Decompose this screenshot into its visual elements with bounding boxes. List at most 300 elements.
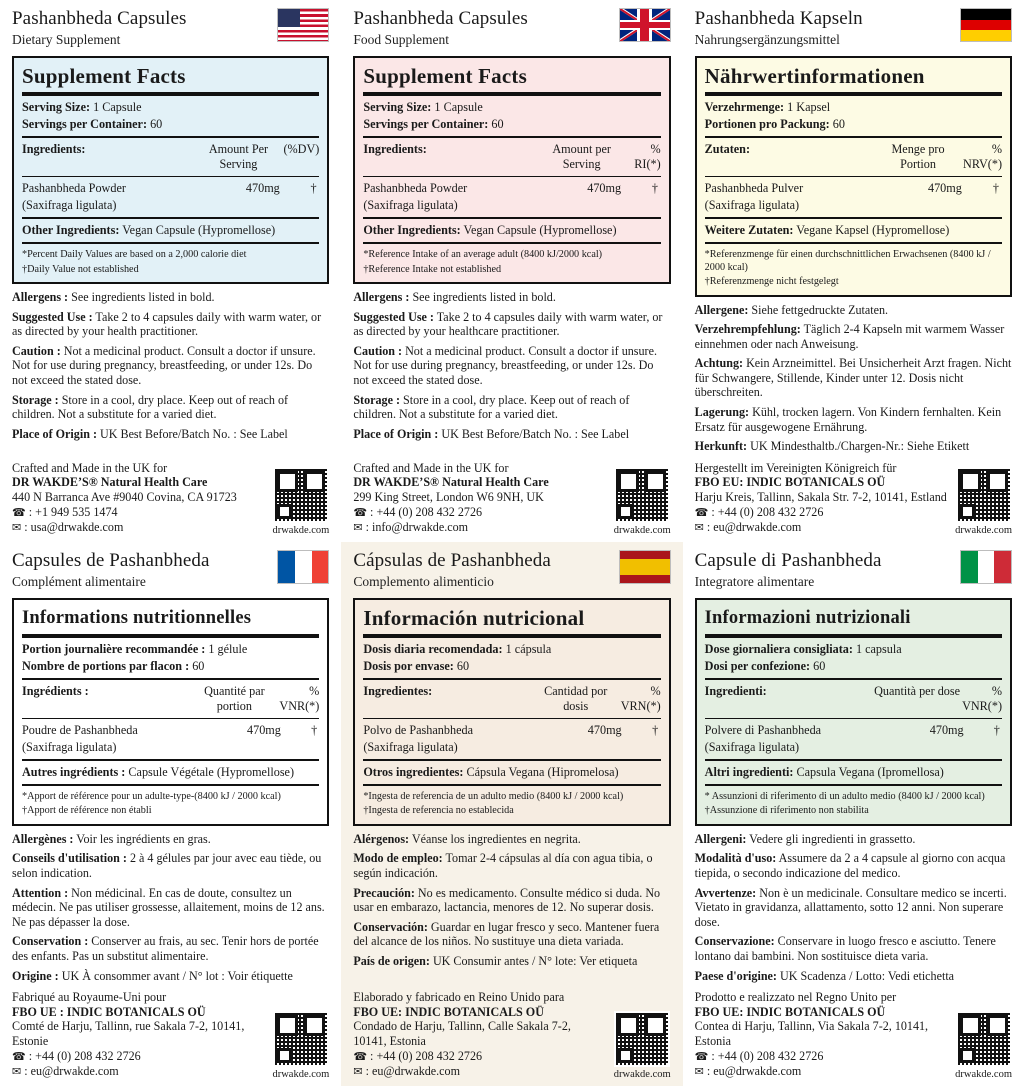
ingredient-table bbox=[705, 722, 1002, 756]
other-ingredients-value: Capsula Vegana (Ipromellosa) bbox=[796, 764, 944, 779]
ingredient-name: Poudre de Pashanbheda bbox=[22, 722, 138, 737]
info-paragraph bbox=[12, 886, 329, 930]
info-text: Not a medicinal product. Consult a doctor if unsure. Not for use during pregnancy, breastfeeding, or under 12s. Do not exceed the stated dose. bbox=[353, 343, 657, 387]
email-address[interactable]: usa@drwakde.com bbox=[30, 520, 124, 535]
info-text: Non médicinal. En cas de doute, consultez un médecin. Ne pas utiliser grossesse, allaitement, moins de 12 ans. Ne pas dépasser la dose. bbox=[12, 885, 325, 929]
footnote-2: †Reference Intake not established bbox=[363, 263, 502, 275]
info-paragraph bbox=[12, 851, 329, 880]
info-label: Storage : bbox=[353, 392, 401, 407]
table-row bbox=[363, 180, 660, 197]
info-label: Caution : bbox=[12, 343, 61, 358]
email-address[interactable]: eu@drwakde.com bbox=[371, 1064, 461, 1079]
usage-info bbox=[695, 303, 1012, 459]
label-panel-es bbox=[341, 542, 682, 1086]
qr-block bbox=[272, 1011, 329, 1080]
website-label[interactable]: drwakde.com bbox=[613, 1068, 671, 1080]
servings-container-row bbox=[363, 116, 660, 133]
label-panel-de bbox=[683, 0, 1024, 542]
info-paragraph bbox=[12, 290, 329, 305]
info-label: Allergene: bbox=[694, 302, 749, 317]
ingredient-amount: 470mg bbox=[927, 181, 962, 195]
email-icon: ✉ bbox=[353, 521, 363, 535]
label-panel-us bbox=[0, 0, 341, 542]
footnote-2: †Ingesta de referencia no establecida bbox=[363, 805, 514, 817]
ingredient-table bbox=[22, 722, 319, 756]
label-panel-uk bbox=[341, 0, 682, 542]
info-text: Assumere da 2 a 4 capsule al giorno con acqua tiepida, o secondo indicazione del medico. bbox=[694, 851, 1006, 880]
col-dv: (%DV) bbox=[283, 142, 320, 156]
phone-row: ☎ : +44 (0) 208 432 2726 bbox=[353, 1048, 483, 1063]
qr-block bbox=[272, 467, 329, 536]
panel-header bbox=[353, 550, 670, 592]
other-ingredients-row bbox=[705, 222, 1002, 239]
qr-code-icon[interactable] bbox=[273, 467, 329, 523]
footnote-1: *Apport de référence pour un adulte-type-(8400 kJ / 2000 kcal) bbox=[22, 790, 281, 802]
product-subtitle: Integratore alimentare bbox=[694, 573, 815, 589]
ingredient-table bbox=[705, 180, 1002, 214]
phone-icon: ☎ bbox=[694, 1049, 709, 1063]
company-block bbox=[695, 459, 1012, 536]
ingredient-dv: † bbox=[310, 181, 317, 195]
supplement-facts-box bbox=[353, 56, 670, 284]
product-subtitle: Complément alimentaire bbox=[12, 573, 146, 589]
info-text: Vedere gli ingredienti in grassetto. bbox=[746, 831, 916, 846]
facts-rule-med-3 bbox=[363, 784, 660, 786]
email-address[interactable]: eu@drwakde.com bbox=[713, 1064, 802, 1079]
serving-size-label: Dose giornaliera consigliata: bbox=[704, 641, 853, 656]
footnote-1: *Referenzmenge für einen durchschnittlichen Erwachsenen (8400 kJ / 2000 kcal) bbox=[704, 249, 991, 273]
servings-container-label: Servings per Container: bbox=[363, 117, 489, 131]
servings-container-row bbox=[705, 116, 1002, 133]
other-ingredients-value: Vegane Kapsel (Hypromellose) bbox=[796, 223, 950, 237]
email-row: ✉ : usa@drwakde.com bbox=[12, 520, 124, 535]
phone-icon: ☎ bbox=[353, 505, 368, 519]
serving-size-label: Dosis diaria recomendada: bbox=[363, 641, 503, 656]
company-address bbox=[695, 461, 947, 536]
other-ingredients-value: Cápsula Vegana (Hipromelosa) bbox=[466, 764, 619, 779]
facts-rule-thick bbox=[705, 92, 1002, 96]
email-icon: ✉ bbox=[12, 521, 22, 535]
col-amount: Amount Per Serving bbox=[208, 142, 269, 171]
panel-header bbox=[12, 8, 329, 50]
ingredient-dv: † bbox=[992, 181, 999, 195]
info-paragraph bbox=[12, 427, 329, 442]
table-header-row bbox=[22, 683, 319, 715]
website-label[interactable]: drwakde.com bbox=[272, 1068, 330, 1080]
email-address[interactable]: info@drwakde.com bbox=[371, 520, 469, 535]
nutrition-table bbox=[705, 141, 1002, 173]
serving-size-value: 1 Kapsel bbox=[787, 100, 831, 114]
flag-uk-icon bbox=[619, 8, 671, 42]
info-paragraph bbox=[695, 832, 1012, 847]
facts-title: Supplement Facts bbox=[363, 64, 527, 88]
company-name: DR WAKDE’S® Natural Health Care bbox=[12, 475, 208, 490]
info-label: Herkunft: bbox=[694, 439, 748, 454]
phone-number[interactable]: +44 (0) 208 432 2726 bbox=[717, 1048, 824, 1063]
info-paragraph bbox=[353, 886, 670, 915]
ingredient-table bbox=[363, 180, 660, 214]
product-subtitle: Dietary Supplement bbox=[12, 32, 121, 47]
table-row bbox=[705, 197, 1002, 214]
nutrition-table bbox=[363, 683, 660, 715]
made-in-line: Crafted and Made in the UK for bbox=[12, 460, 168, 475]
table-header-row bbox=[705, 141, 1002, 173]
company-block bbox=[353, 459, 670, 536]
other-ingredients-value: Capsule Végétale (Hypromellose) bbox=[128, 764, 295, 779]
ingredient-amount: 470mg bbox=[587, 181, 622, 195]
panel-header bbox=[12, 550, 329, 592]
info-label: Attention : bbox=[12, 885, 69, 900]
info-label: Conservación: bbox=[353, 919, 428, 934]
info-paragraph bbox=[353, 393, 670, 422]
serving-size-row bbox=[363, 641, 660, 658]
col-dv: % VRN(*) bbox=[620, 683, 661, 713]
facts-rule-med-3 bbox=[705, 242, 1002, 244]
other-ingredients-label: Weitere Zutaten: bbox=[704, 223, 794, 237]
made-in-line: Hergestellt im Vereinigten Königreich für bbox=[694, 460, 897, 475]
info-text: No es medicamento. Consulte médico si duda. No usar en embarazo, lactancia, menores de 12. No superar dosis. bbox=[353, 885, 661, 915]
address-line: Comté de Harju, Tallinn, rue Sakala 7-2, 10141, Estonie bbox=[12, 1019, 245, 1048]
col-dv: % NRV(*) bbox=[963, 142, 1002, 171]
info-paragraph bbox=[353, 920, 670, 949]
usage-info bbox=[12, 832, 329, 988]
phone-icon: ☎ bbox=[353, 1049, 368, 1063]
info-text: Conserver au frais, au sec. Tenir hors de portée des enfants. Pas un substitut alimentaire. bbox=[12, 934, 319, 963]
email-icon: ✉ bbox=[12, 1065, 22, 1079]
ingredient-name: Polvo de Pashanbheda bbox=[363, 722, 473, 737]
info-paragraph bbox=[695, 969, 1012, 984]
product-subtitle: Complemento alimenticio bbox=[353, 573, 494, 589]
info-label: Verzehrempfehlung: bbox=[694, 322, 801, 337]
info-text: See ingredients listed in bold. bbox=[68, 290, 215, 304]
ingredient-latin: (Saxifraga ligulata) bbox=[22, 198, 117, 212]
facts-rule-med bbox=[705, 678, 1002, 680]
other-ingredients-label: Altri ingredienti: bbox=[704, 764, 794, 779]
servings-container-value: 60 bbox=[456, 658, 470, 673]
other-ingredients-label: Other Ingredients: bbox=[22, 223, 120, 237]
table-row bbox=[22, 197, 319, 214]
info-label: Allergens : bbox=[353, 290, 410, 304]
col-ingredients: Ingredientes: bbox=[363, 683, 433, 698]
ingredient-name: Pashanbheda Powder bbox=[22, 181, 126, 195]
product-title: Capsules de Pashanbheda bbox=[12, 549, 210, 571]
facts-rule-med-2 bbox=[363, 759, 660, 761]
ingredient-dv: † bbox=[652, 722, 659, 737]
info-text: UK Mindesthaltb./Chargen-Nr.: Siehe Etikett bbox=[747, 439, 970, 454]
address-line: Harju Kreis, Tallinn, Sakala Str. 7-2, 10141, Estland bbox=[694, 490, 947, 505]
facts-rule-med-3 bbox=[22, 784, 319, 786]
info-label: Allergeni: bbox=[694, 831, 747, 846]
table-row bbox=[705, 722, 1002, 739]
usage-info bbox=[353, 832, 670, 974]
info-text: 2 à 4 gélules par jour avec eau tiède, ou selon indication. bbox=[12, 851, 322, 880]
qr-block bbox=[614, 1011, 671, 1080]
email-row: ✉ : eu@drwakde.com bbox=[12, 1064, 119, 1079]
info-text: Täglich 2-4 Kapseln mit warmem Wasser einnehmen oder nach Anweisung. bbox=[694, 322, 1005, 351]
info-paragraph bbox=[695, 405, 1012, 434]
facts-rule-thin-1 bbox=[22, 176, 319, 177]
company-name: FBO UE: INDIC BOTANICALS OÜ bbox=[694, 1004, 886, 1019]
info-text: Guardar en lugar fresco y seco. Mantener fuera del alcance de los niños. No sustituye una dieta variada. bbox=[353, 919, 660, 949]
info-label: Place of Origin : bbox=[12, 426, 97, 441]
info-label: Storage : bbox=[12, 392, 59, 407]
info-text: Take 2 to 4 capsules daily with warm water, or as directed by your health practitioner. bbox=[12, 309, 322, 339]
info-label: Paese d'origine: bbox=[694, 968, 777, 983]
facts-title: Supplement Facts bbox=[22, 64, 186, 88]
servings-container-label: Nombre de portions par flacon : bbox=[22, 658, 190, 673]
facts-rule-thin-1 bbox=[363, 718, 660, 719]
company-name: FBO UE : INDIC BOTANICALS OÜ bbox=[12, 1004, 206, 1019]
qr-code-icon[interactable] bbox=[273, 1011, 329, 1067]
info-text: Kühl, trocken lagern. Von Kindern fernhalten. Kein Ersatz für ausgewogene Ernährung. bbox=[694, 405, 1002, 434]
other-ingredients-value: Vegan Capsule (Hypromellose) bbox=[122, 223, 276, 237]
phone-number[interactable]: +44 (0) 208 432 2726 bbox=[717, 504, 824, 519]
col-amount: Quantità per dose bbox=[874, 683, 961, 698]
flag-es-icon bbox=[619, 550, 671, 584]
ingredient-amount: 470mg bbox=[929, 722, 964, 737]
serving-size-label: Serving Size: bbox=[22, 100, 91, 114]
ingredient-latin: (Saxifraga ligulata) bbox=[704, 198, 800, 212]
table-row bbox=[705, 180, 1002, 197]
facts-rule-med-2 bbox=[363, 217, 660, 219]
facts-rule-thick bbox=[363, 92, 660, 96]
table-header-row bbox=[363, 683, 660, 715]
col-ingredients: Ingredienti: bbox=[704, 683, 767, 698]
col-dv: % VNR(*) bbox=[279, 683, 320, 713]
info-text: Store in a cool, dry place. Keep out of reach of children. Not a substitute for a varied diet. bbox=[353, 392, 630, 422]
serving-size-value: 1 cápsula bbox=[505, 641, 552, 656]
servings-container-row bbox=[363, 658, 660, 675]
flag-de-icon bbox=[960, 8, 1012, 42]
other-ingredients-row bbox=[22, 764, 319, 781]
nutrition-table bbox=[22, 141, 319, 173]
ingredient-amount: 470mg bbox=[245, 181, 280, 195]
email-row: ✉ : eu@drwakde.com bbox=[694, 1064, 802, 1079]
panel-titles bbox=[695, 8, 863, 48]
address-line: 299 King Street, London W6 9NH, UK bbox=[353, 490, 544, 505]
other-ingredients-row bbox=[363, 222, 660, 239]
info-label: Alérgenos: bbox=[353, 831, 410, 846]
email-address[interactable]: eu@drwakde.com bbox=[713, 520, 802, 535]
other-ingredients-row bbox=[705, 764, 1002, 781]
qr-code-icon[interactable] bbox=[614, 1011, 670, 1067]
address-line: 440 N Barranca Ave #9040 Covina, CA 91723 bbox=[12, 490, 237, 505]
footnote-1: * Assunzioni di riferimento di un adulto medio (8400 kJ / 2000 kcal) bbox=[704, 790, 985, 802]
servings-container-row bbox=[22, 658, 319, 675]
table-row bbox=[363, 739, 660, 756]
table-row bbox=[22, 722, 319, 739]
supplement-facts-box bbox=[695, 56, 1012, 297]
info-paragraph bbox=[695, 439, 1012, 454]
panel-titles bbox=[353, 550, 551, 590]
website-label[interactable]: drwakde.com bbox=[272, 524, 330, 536]
website-label[interactable]: drwakde.com bbox=[955, 524, 1012, 536]
info-paragraph bbox=[353, 290, 670, 305]
info-label: Modo de empleo: bbox=[353, 851, 443, 866]
ingredient-name: Pashanbheda Powder bbox=[363, 181, 468, 195]
facts-rule-med-2 bbox=[705, 759, 1002, 761]
facts-rule-med bbox=[705, 136, 1002, 138]
made-in-line: Fabriqué au Royaume-Uni pour bbox=[12, 990, 167, 1005]
footnote-1: *Ingesta de referencia de un adulto medio (8400 kJ / 2000 kcal) bbox=[363, 790, 624, 802]
email-address[interactable]: eu@drwakde.com bbox=[30, 1064, 119, 1079]
info-text: Take 2 to 4 capsules daily with warm water, or as directed by your healthcare practitioner. bbox=[353, 309, 663, 339]
qr-code-icon[interactable] bbox=[614, 467, 670, 523]
panel-titles bbox=[12, 8, 187, 48]
qr-code-icon[interactable] bbox=[956, 467, 1012, 523]
phone-number[interactable]: +44 (0) 208 432 2726 bbox=[35, 1048, 141, 1063]
company-address bbox=[12, 990, 264, 1080]
info-paragraph bbox=[695, 356, 1012, 400]
info-text: Siehe fettgedruckte Zutaten. bbox=[748, 302, 889, 317]
info-label: Conservazione: bbox=[694, 934, 775, 949]
ingredient-latin: (Saxifraga ligulata) bbox=[704, 739, 800, 754]
nutrition-table bbox=[705, 683, 1002, 715]
facts-rule-med bbox=[22, 678, 319, 680]
info-paragraph bbox=[695, 934, 1012, 963]
facts-rule-med-3 bbox=[705, 784, 1002, 786]
supplement-facts-box bbox=[12, 598, 329, 826]
website-label[interactable]: drwakde.com bbox=[955, 1068, 1012, 1080]
panel-header bbox=[695, 550, 1012, 592]
product-subtitle: Food Supplement bbox=[353, 32, 449, 47]
product-title: Cápsulas de Pashanbheda bbox=[353, 549, 551, 571]
panel-titles bbox=[695, 550, 882, 590]
facts-rule-thin-1 bbox=[363, 176, 660, 177]
ingredient-latin: (Saxifraga ligulata) bbox=[363, 739, 458, 754]
table-header-row bbox=[705, 683, 1002, 715]
facts-rule-thin-1 bbox=[705, 176, 1002, 177]
supplement-facts-box bbox=[695, 598, 1012, 826]
col-amount: Cantidad por dosis bbox=[544, 683, 608, 713]
col-ingredients: Ingredients: bbox=[22, 142, 86, 156]
facts-title: Información nutricional bbox=[363, 605, 585, 630]
label-panel-it bbox=[683, 542, 1024, 1086]
facts-title: Informations nutritionnelles bbox=[22, 607, 252, 628]
company-name: FBO UE: INDIC BOTANICALS OÜ bbox=[353, 1004, 544, 1019]
phone-icon: ☎ bbox=[12, 505, 26, 519]
flag-fr-icon bbox=[277, 550, 329, 584]
table-header-row bbox=[363, 141, 660, 173]
other-ingredients-value: Vegan Capsule (Hypromellose) bbox=[463, 223, 617, 237]
servings-container-label: Dosi per confezione: bbox=[704, 658, 811, 673]
info-label: Origine : bbox=[12, 968, 59, 983]
website-label[interactable]: drwakde.com bbox=[613, 524, 671, 536]
phone-number[interactable]: +1 949 535 1474 bbox=[35, 504, 118, 519]
supplement-facts-box bbox=[353, 598, 670, 826]
company-block bbox=[12, 459, 329, 536]
qr-code-icon[interactable] bbox=[956, 1011, 1012, 1067]
info-label: Place of Origin : bbox=[353, 426, 439, 441]
info-text: Conservare in luogo fresco e asciutto. Tenere lontano dai bambini. Non sostituisce dieta varia. bbox=[694, 934, 996, 963]
company-address bbox=[353, 461, 548, 536]
email-row: ✉ : eu@drwakde.com bbox=[353, 1064, 461, 1079]
footnote-2: †Referenzmenge nicht festgelegt bbox=[704, 276, 839, 287]
serving-size-row bbox=[22, 641, 319, 658]
flag-it-icon bbox=[960, 550, 1012, 584]
company-block bbox=[12, 988, 329, 1080]
product-title: Capsule di Pashanbheda bbox=[694, 549, 882, 571]
ingredient-amount: 470mg bbox=[247, 722, 281, 737]
info-paragraph bbox=[353, 954, 670, 969]
footnote-1: *Reference Intake of an average adult (8400 kJ/2000 kcal) bbox=[363, 249, 603, 260]
email-icon: ✉ bbox=[694, 1065, 704, 1079]
email-icon: ✉ bbox=[694, 521, 704, 535]
info-label: Lagerung: bbox=[694, 405, 750, 420]
phone-icon: ☎ bbox=[12, 1049, 26, 1063]
phone-row: ☎ : +1 949 535 1474 bbox=[12, 504, 118, 519]
facts-rule-med bbox=[363, 678, 660, 680]
info-paragraph bbox=[695, 851, 1012, 880]
company-block bbox=[695, 988, 1012, 1080]
nutrition-table bbox=[363, 141, 660, 173]
other-ingredients-row bbox=[363, 764, 660, 781]
servings-container-value: 60 bbox=[491, 117, 504, 131]
info-label: Modalità d'uso: bbox=[694, 851, 777, 866]
info-label: Allergens : bbox=[12, 290, 69, 304]
info-label: Conservation : bbox=[12, 934, 89, 949]
info-paragraph bbox=[12, 344, 329, 388]
facts-rule-med-2 bbox=[22, 217, 319, 219]
servings-container-value: 60 bbox=[150, 117, 163, 131]
made-in-line: Crafted and Made in the UK for bbox=[353, 460, 509, 475]
company-address bbox=[695, 990, 947, 1080]
servings-container-value: 60 bbox=[813, 658, 826, 673]
panel-titles bbox=[353, 8, 528, 48]
serving-size-row bbox=[705, 641, 1002, 658]
col-ingredients: Zutaten: bbox=[704, 142, 751, 156]
qr-block bbox=[955, 467, 1012, 536]
made-in-line: Prodotto e realizzato nel Regno Unito per bbox=[694, 990, 897, 1005]
ingredient-dv: † bbox=[651, 181, 658, 195]
info-paragraph bbox=[353, 344, 670, 388]
ingredient-amount: 470mg bbox=[587, 722, 622, 737]
phone-number[interactable]: +44 (0) 208 432 2726 bbox=[376, 1048, 483, 1063]
other-ingredients-row bbox=[22, 222, 319, 239]
serving-size-label: Serving Size: bbox=[363, 100, 432, 114]
email-icon: ✉ bbox=[353, 1065, 363, 1079]
info-paragraph bbox=[12, 969, 329, 984]
facts-rule-thick bbox=[705, 634, 1002, 638]
facts-rule-thick bbox=[22, 634, 319, 638]
nutrition-table bbox=[22, 683, 319, 715]
servings-container-value: 60 bbox=[192, 658, 205, 673]
panel-titles bbox=[12, 550, 210, 590]
info-text: Voir les ingrédients en gras. bbox=[73, 831, 211, 846]
panel-header bbox=[353, 8, 670, 50]
info-paragraph bbox=[353, 310, 670, 339]
phone-icon: ☎ bbox=[694, 505, 709, 519]
info-label: Suggested Use : bbox=[12, 309, 93, 324]
company-address bbox=[12, 461, 237, 536]
other-ingredients-label: Otros ingredientes: bbox=[363, 764, 464, 779]
table-header-row bbox=[22, 141, 319, 173]
facts-rule-med-2 bbox=[705, 217, 1002, 219]
info-text: Non è un medicinale. Consultare medico se incerti. Vietato in gravidanza, allattamento, sotto 12 anni. Non superare dose. bbox=[694, 885, 1007, 929]
table-row bbox=[363, 722, 660, 739]
info-text: Store in a cool, dry place. Keep out of reach of children. Not a substitute for a varied diet. bbox=[12, 392, 289, 422]
ingredient-latin: (Saxifraga ligulata) bbox=[363, 198, 458, 212]
facts-rule-thick bbox=[22, 92, 319, 96]
phone-number[interactable]: +44 (0) 208 432 2726 bbox=[376, 504, 483, 519]
table-row bbox=[705, 739, 1002, 756]
product-title: Pashanbheda Kapseln bbox=[694, 8, 863, 29]
info-text: UK À consommer avant / N° lot : Voir étiquette bbox=[58, 968, 293, 983]
info-label: País de origen: bbox=[353, 953, 430, 968]
address-line: Condado de Harju, Tallinn, Calle Sakala 7-2, 10141, Estonia bbox=[353, 1019, 571, 1048]
info-text: Not a medicinal product. Consult a doctor if unsure. Not for use during pregnancy, breastfeeding, or under 12s. Do not exceed the stated dose. bbox=[12, 343, 316, 387]
info-paragraph bbox=[12, 832, 329, 847]
